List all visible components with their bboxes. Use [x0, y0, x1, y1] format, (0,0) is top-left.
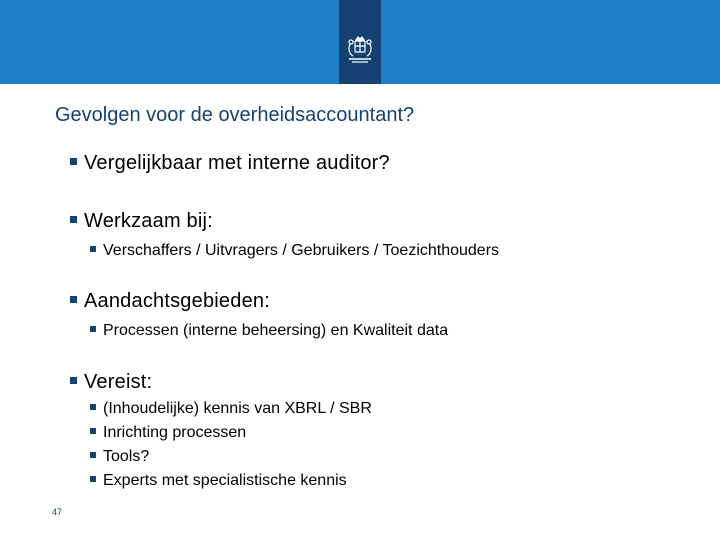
- bullet-text: Aandachtsgebieden:: [84, 290, 270, 312]
- bullet-marker: [70, 377, 77, 384]
- bullet-marker: [70, 158, 77, 165]
- page-number: 47: [52, 507, 63, 517]
- sub-bullet-text: Inrichting processen: [103, 424, 247, 441]
- sub-bullet-text: (Inhoudelijke) kennis van XBRL / SBR: [103, 400, 372, 417]
- slide-title: Gevolgen voor de overheidsaccountant?: [55, 104, 415, 126]
- sub-bullet-tools: [90, 448, 149, 466]
- bullet-interne-auditor: [70, 152, 390, 175]
- sub-bullet-inrichting: [90, 424, 246, 442]
- sub-bullet-marker: [90, 476, 96, 482]
- bullet-marker: [70, 296, 77, 303]
- sub-bullet-processen: [90, 322, 448, 340]
- sub-bullet-text: Tools?: [103, 448, 150, 465]
- sub-bullet-marker: [90, 326, 96, 332]
- bullet-aandachtsgebieden: [70, 290, 270, 313]
- bullet-werkzaam: [70, 210, 213, 233]
- bullet-text: Vergelijkbaar met interne auditor?: [84, 152, 390, 174]
- sub-bullet-marker: [90, 404, 96, 410]
- sub-bullet-marker: [90, 428, 96, 434]
- sub-bullet-text: Verschaffers / Uitvragers / Gebruikers / Toezichthouders: [103, 242, 500, 259]
- header-band: [0, 0, 720, 84]
- bullet-marker: [70, 216, 77, 223]
- sub-bullet-text: Experts met specialistische kennis: [103, 472, 347, 489]
- sub-bullet-marker: [90, 452, 96, 458]
- sub-bullet-text: Processen (interne beheersing) en Kwaliteit data: [103, 322, 449, 339]
- bullet-vereist: [70, 371, 152, 394]
- sub-bullet-verschaffers: [90, 242, 499, 260]
- coat-of-arms-icon: [344, 34, 376, 66]
- bullet-text: Werkzaam bij:: [84, 210, 213, 232]
- sub-bullet-marker: [90, 246, 96, 252]
- logo: [339, 0, 381, 84]
- bullet-text: Vereist:: [84, 371, 153, 393]
- sub-bullet-experts: [90, 472, 347, 490]
- sub-bullet-kennis: [90, 400, 372, 418]
